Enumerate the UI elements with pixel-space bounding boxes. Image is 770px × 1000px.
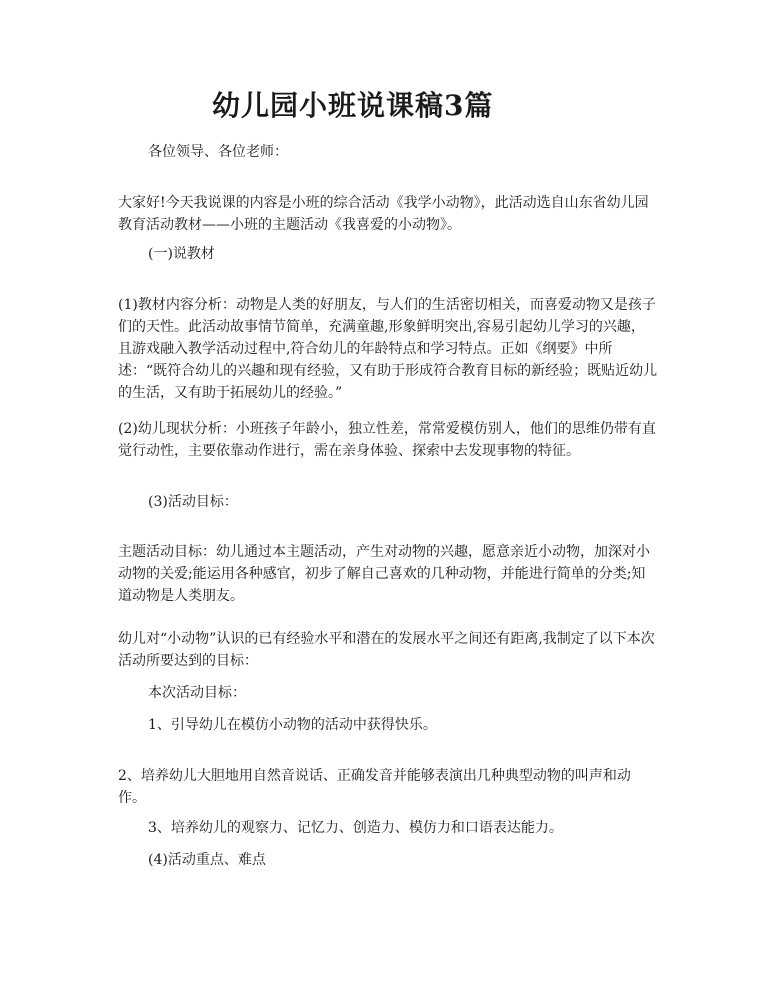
intro-paragraph: 大家好!今天我说课的内容是小班的综合活动《我学小动物》，此活动选自山东省幼儿园教育活动教材——小班的主题活动《我喜爱的小动物》。 [118, 195, 649, 233]
children-status-paragraph: (2)幼儿现状分析：小班孩子年龄小，独立性差，常常爱模仿别人，他们的思维仍带有直觉行动性，主要依靠动作进行，需在亲身体验、探索中去发现事物的特征。 [118, 421, 656, 459]
section-heading-key-points: (4)活动重点、难点 [148, 852, 266, 868]
experience-paragraph: 幼儿对“小动物”认识的已有经验水平和潜在的发展水平之间还有距离,我制定了以下本次活动所要达到的目标： [118, 631, 655, 669]
section-heading-objectives: (3)活动目标： [148, 494, 238, 510]
material-analysis-paragraph: (1)教材内容分析：动物是人类的好朋友，与人们的生活密切相关，而喜爱动物又是孩子们的天性。此活动故事情节简单，充满童趣,形象鲜明突出,容易引起幼儿学习的兴趣，且游戏融入教学活动过程中,符合幼儿的年龄特点和学习特点。正如《纲要》中所述：“既符合幼儿的兴趣和现有经验，又有助于形成符合教育目标的新经验；既贴近幼儿的生活，又有助于拓展幼儿的经验。” [118, 297, 658, 401]
current-objectives-heading: 本次活动目标： [148, 685, 246, 701]
objective-item-3: 3、培养幼儿的观察力、记忆力、创造力、模仿力和口语表达能力。 [148, 820, 563, 836]
theme-objectives-paragraph: 主题活动目标：幼儿通过本主题活动，产生对动物的兴趣，愿意亲近小动物，加深对小动物的关爱;能运用各种感官，初步了解自己喜欢的几种动物，并能进行简单的分类;知道动物是人类朋友。 [118, 544, 650, 604]
objective-item-2: 2、培养幼儿大胆地用自然音说话、正确发音并能够表演出几种典型动物的叫声和动作。 [118, 768, 631, 806]
objective-item-1: 1、引导幼儿在模仿小动物的活动中获得快乐。 [148, 717, 437, 733]
document-title: 幼儿园小班说课稿3篇 [212, 89, 494, 122]
section-heading-teaching-material: (一)说教材 [148, 246, 215, 262]
greeting-paragraph: 各位领导、各位老师： [148, 144, 288, 160]
